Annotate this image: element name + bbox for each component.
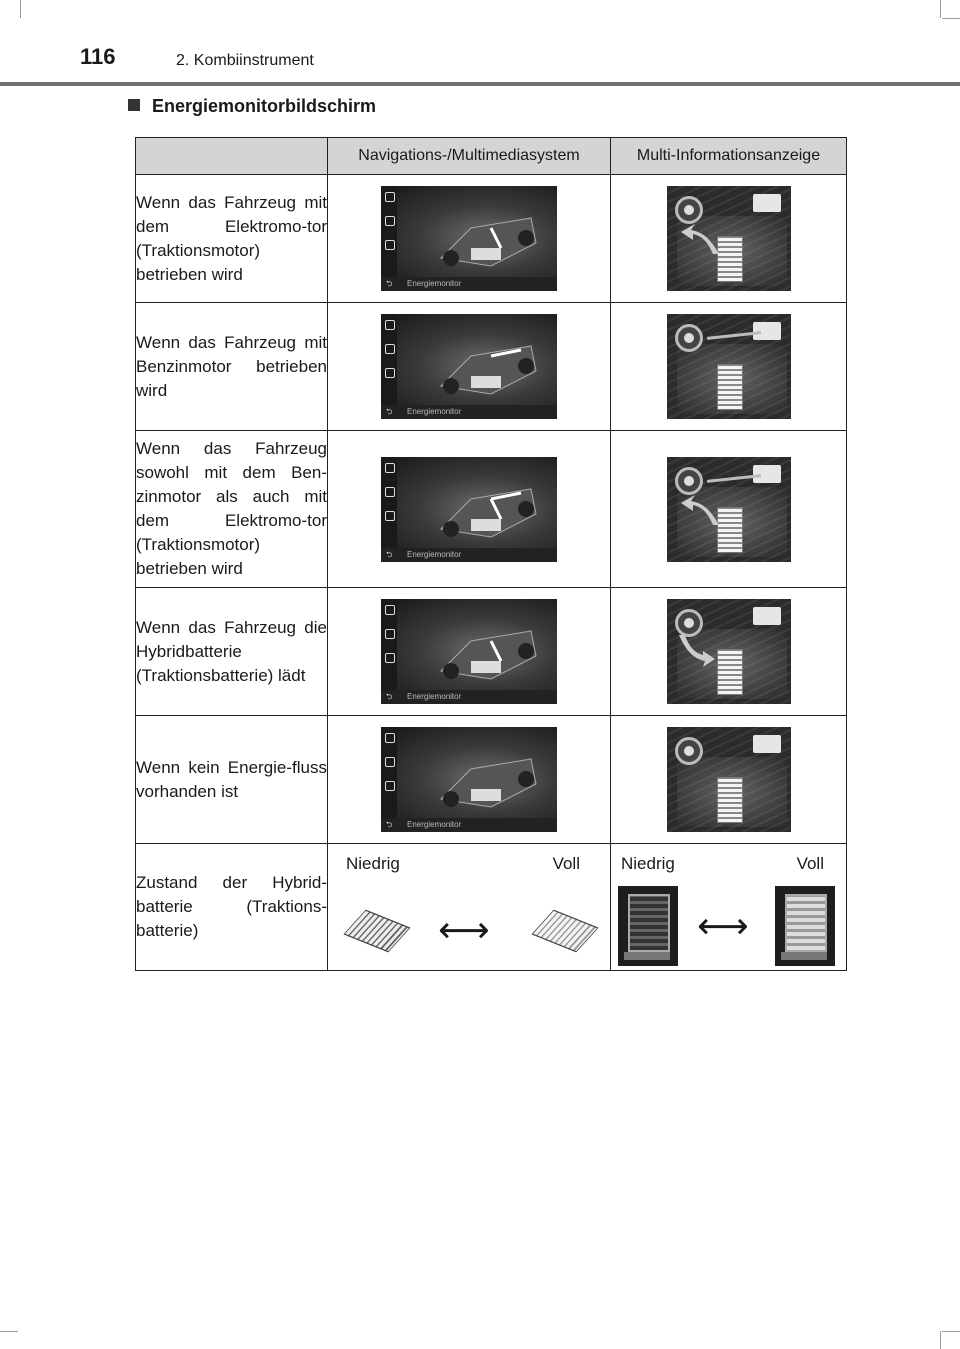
table-row	[136, 303, 847, 431]
legend-low-label: Niedrig	[346, 854, 400, 873]
battery-full-icon	[531, 910, 598, 953]
engine-icon	[753, 607, 781, 625]
engine-icon	[753, 194, 781, 212]
nav-energy-monitor-screen: ⮌ Energiemonitor	[381, 314, 557, 419]
nav-screen-cell	[328, 588, 611, 716]
header-multi-info: Multi-Informationsanzeige	[611, 138, 847, 175]
legend-multi-cell	[611, 844, 847, 971]
multi-info-screen	[667, 314, 791, 419]
multi-info-cell	[611, 588, 847, 716]
nav-screen-cell	[328, 303, 611, 431]
nav-energy-monitor-screen: ⮌ Energiemonitor	[381, 186, 557, 291]
page-number: 116	[80, 44, 116, 69]
flow-arrow-icon	[679, 222, 723, 256]
multi-info-cell	[611, 431, 847, 588]
battery-low-icon	[618, 886, 678, 966]
header-nav-system: Navigations-/Multimediasystem	[328, 138, 611, 175]
chapter-title: 2. Kombiinstrument	[176, 52, 314, 69]
header-empty	[136, 138, 328, 175]
table-header-row	[136, 138, 847, 175]
nav-screen-cell	[328, 716, 611, 844]
table-row	[136, 588, 847, 716]
car-chassis-icon	[431, 208, 541, 270]
car-chassis-icon	[431, 479, 541, 541]
legend-nav-cell	[328, 844, 611, 971]
legend-row	[136, 844, 847, 971]
section-heading	[128, 96, 376, 117]
multi-info-screen	[667, 457, 791, 562]
multi-info-screen	[667, 727, 791, 832]
wheel-icon	[675, 196, 703, 224]
energy-monitor-table	[135, 137, 847, 971]
multi-info-cell	[611, 175, 847, 303]
battery-full-icon	[775, 886, 835, 966]
multi-info-cell	[611, 716, 847, 844]
table-row	[136, 175, 847, 303]
nav-screen-label: Energiemonitor	[407, 692, 462, 701]
legend-description: Zustand der Hybrid-batterie (Traktions-batterie)	[136, 844, 328, 971]
table-row	[136, 716, 847, 844]
row-description: Wenn kein Energie-fluss vorhanden ist	[136, 716, 328, 844]
row-description: Wenn das Fahrzeug mit Benzinmotor betrieben wird	[136, 303, 328, 431]
nav-energy-monitor-screen: ⮌ Energiemonitor	[381, 599, 557, 704]
nav-energy-monitor-screen: ⮌ Energiemonitor	[381, 727, 557, 832]
square-bullet-icon	[128, 99, 140, 111]
nav-screen-cell	[328, 175, 611, 303]
battery-low-icon	[343, 910, 410, 953]
legend-full-label: Voll	[796, 854, 824, 873]
engine-icon	[753, 465, 781, 483]
wheel-icon	[675, 467, 703, 495]
nav-screen-label: Energiemonitor	[407, 407, 462, 416]
row-description: Wenn das Fahrzeug sowohl mit dem Ben-zinmotor als auch mit dem Elektromo-tor (Traktionsmotor) betrieben wird	[136, 431, 328, 588]
engine-icon	[753, 735, 781, 753]
header-rule	[0, 82, 960, 86]
table-row	[136, 431, 847, 588]
row-description: Wenn das Fahrzeug die Hybridbatterie (Traktionsbatterie) lädt	[136, 588, 328, 716]
double-arrow-icon: ⟷	[697, 905, 749, 946]
charge-arrow-icon	[677, 633, 717, 669]
legend-low-label: Niedrig	[621, 854, 675, 873]
row-description: Wenn das Fahrzeug mit dem Elektromo-tor (Traktionsmotor) betrieben wird	[136, 175, 328, 303]
nav-screen-label: Energiemonitor	[407, 820, 462, 829]
wheel-icon	[675, 737, 703, 765]
double-arrow-icon: ⟷	[438, 909, 490, 950]
wheel-icon	[675, 324, 703, 352]
nav-screen-label: Energiemonitor	[407, 279, 462, 288]
nav-screen-cell	[328, 431, 611, 588]
battery-icon	[717, 649, 743, 695]
multi-info-cell	[611, 303, 847, 431]
battery-icon	[717, 777, 743, 823]
car-chassis-icon	[431, 621, 541, 683]
section-title: Energiemonitorbildschirm	[152, 96, 377, 116]
car-chassis-icon	[431, 336, 541, 398]
nav-energy-monitor-screen: ⮌ Energiemonitor	[381, 457, 557, 562]
car-chassis-icon	[431, 749, 541, 811]
page-header	[0, 0, 960, 90]
flow-arrow-icon	[679, 493, 723, 527]
multi-info-screen	[667, 186, 791, 291]
nav-screen-label: Energiemonitor	[407, 549, 462, 559]
multi-info-screen	[667, 599, 791, 704]
legend-full-label: Voll	[552, 854, 580, 873]
battery-icon	[717, 364, 743, 410]
